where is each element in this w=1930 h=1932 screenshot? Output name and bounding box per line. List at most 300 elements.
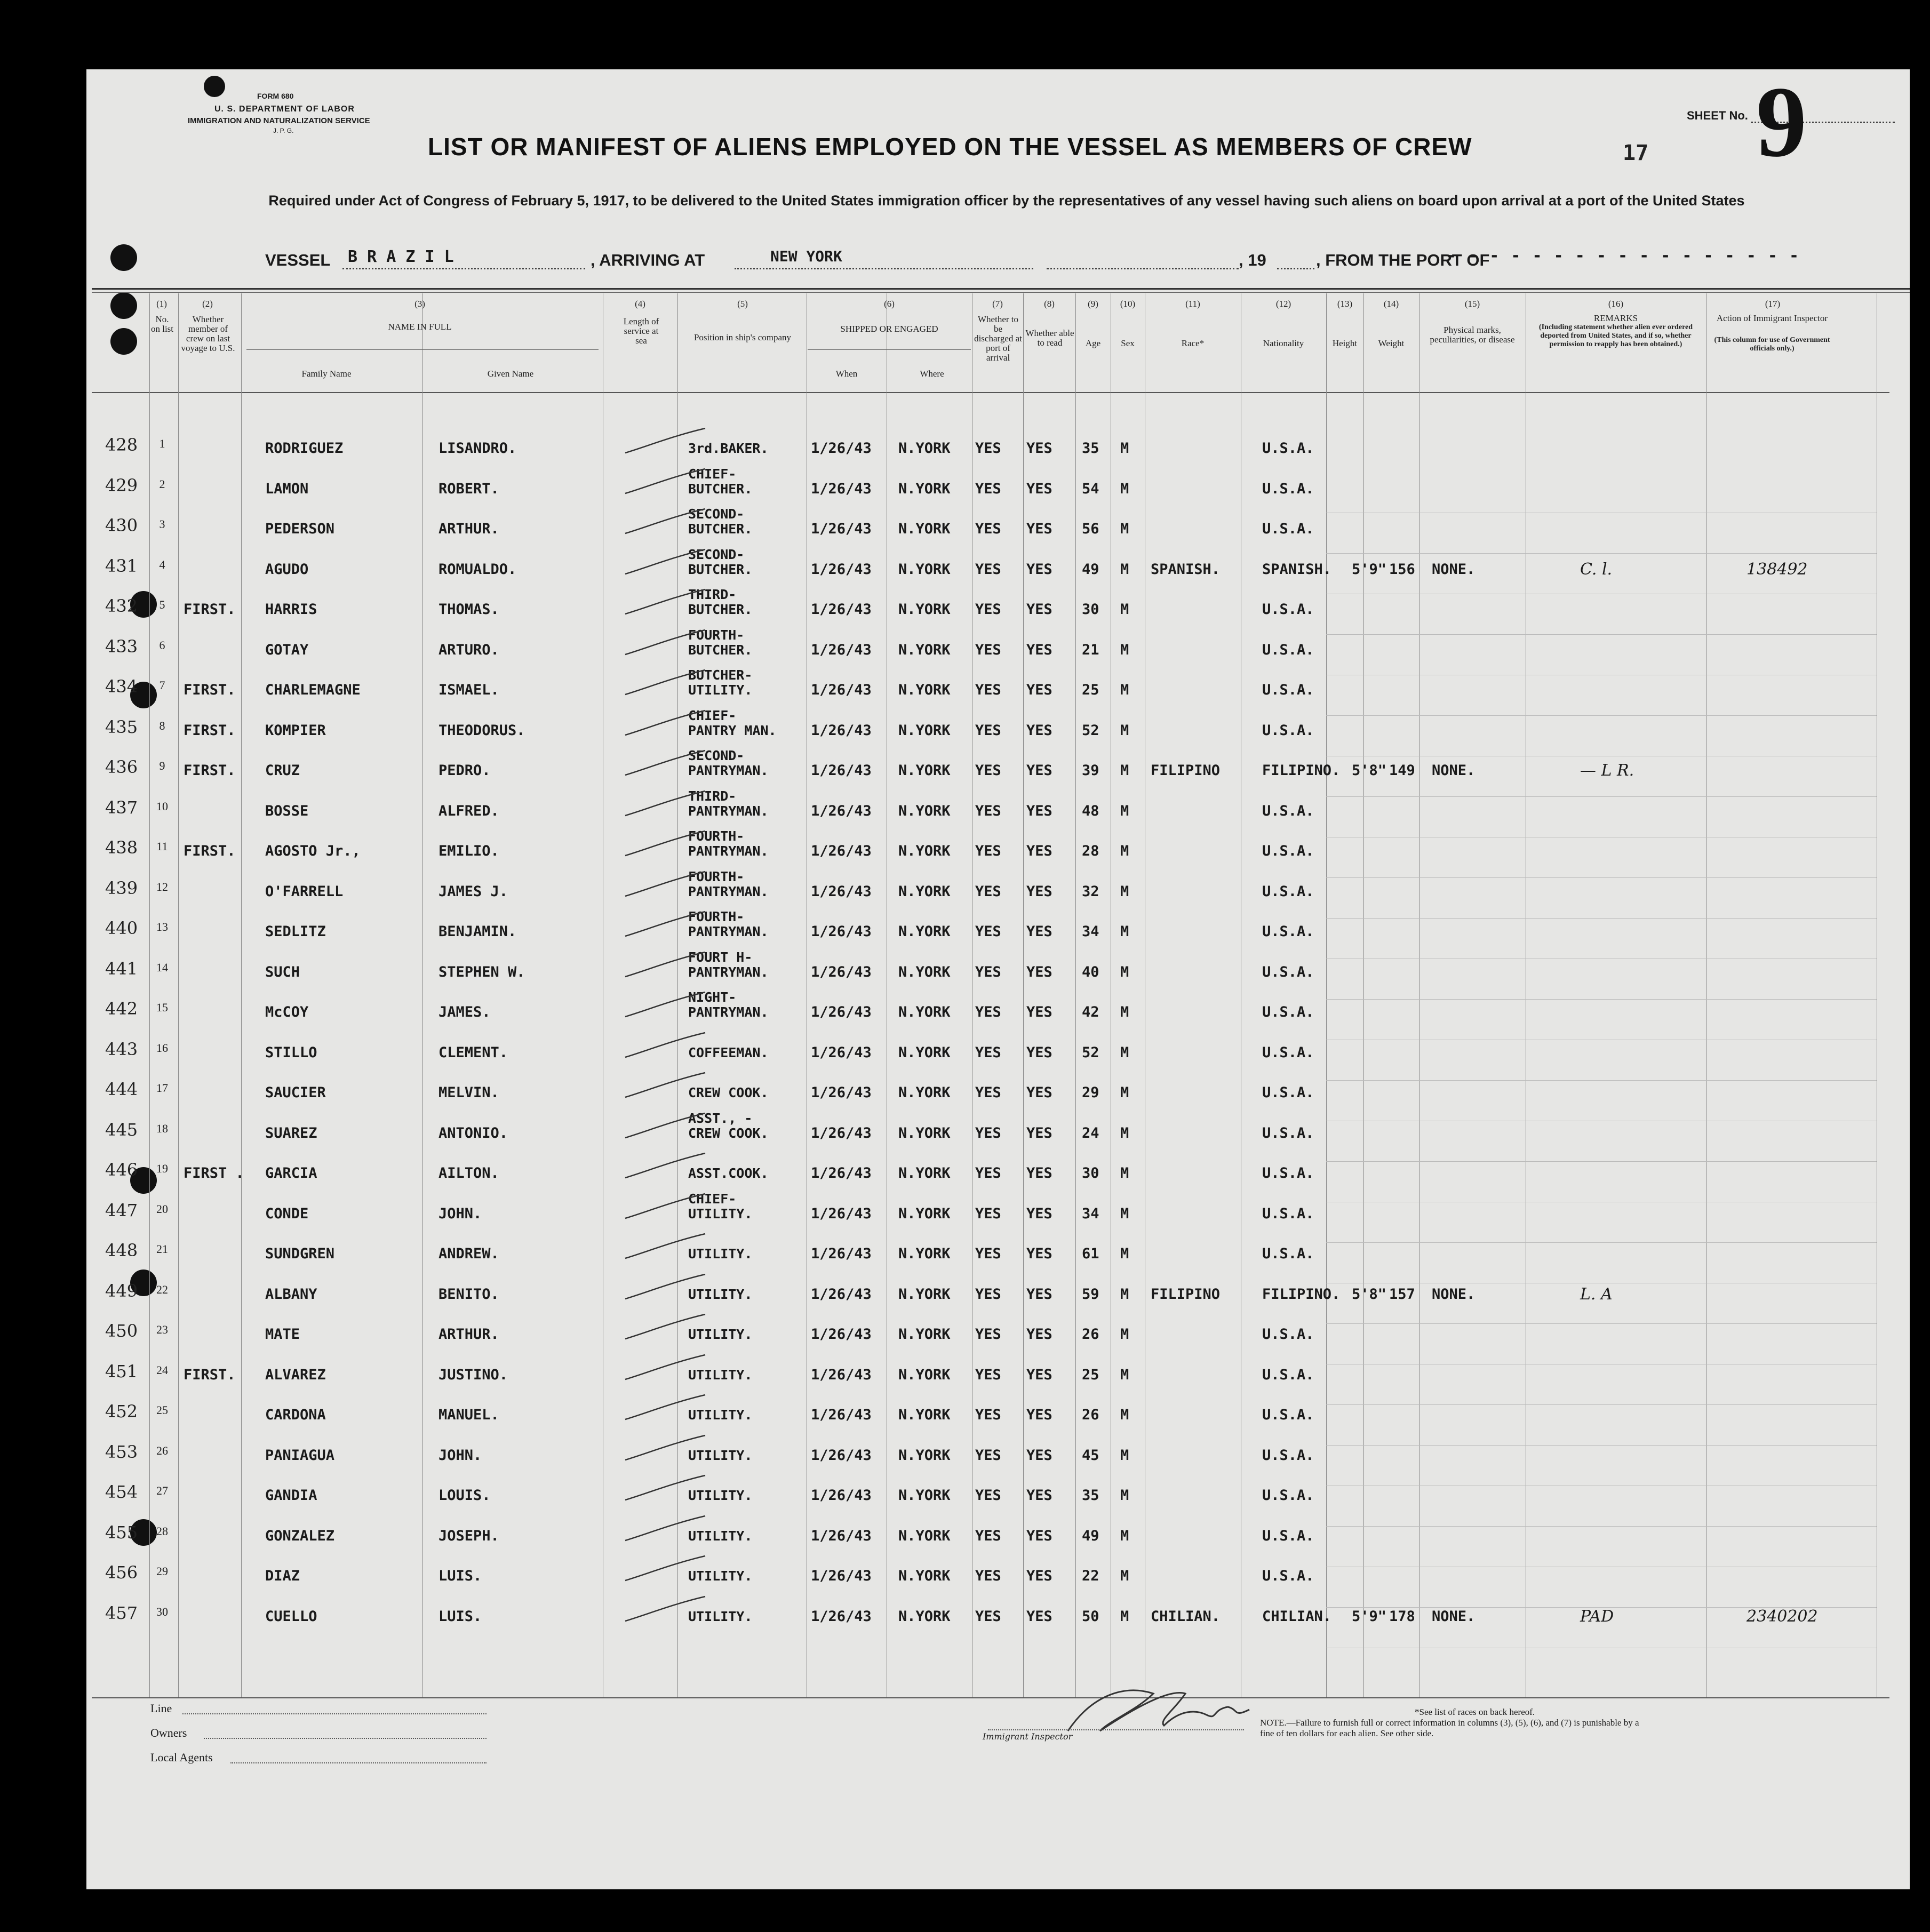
cell-family: SUCH [265,964,300,980]
cell-list: 447 [105,1200,138,1220]
cell-where: N.YORK [898,1367,951,1383]
cell-family: GOTAY [265,642,309,658]
service-check-mark [620,1553,711,1585]
column-rule [1023,293,1024,1697]
jpg-label: J. P. G. [273,127,294,134]
cell-position-line1: THIRD- [688,788,737,804]
cell-nat: U.S.A. [1262,1568,1314,1584]
cell-read: YES [1026,682,1052,698]
page-number: 17 [1623,141,1649,165]
cell-disch: YES [975,642,1001,658]
cell-sex: M [1120,561,1129,578]
cell-family: GANDIA [265,1487,317,1504]
cell-when: 1/26/43 [811,1608,872,1625]
cell-family: McCOY [265,1004,309,1020]
cell-age: 26 [1082,1326,1099,1343]
from-port-label: , FROM THE PORT OF [1316,251,1490,269]
cell-nat: U.S.A. [1262,883,1314,900]
cell-age: 52 [1082,1044,1099,1061]
family-name-header: Family Name [301,369,352,379]
cell-no: 21 [156,1242,168,1256]
cell-nat: U.S.A. [1262,923,1314,940]
cell-read: YES [1026,964,1052,980]
cell-family: O'FARRELL [265,883,344,900]
cell-position-line1: ASST., - [688,1111,753,1126]
cell-age: 24 [1082,1125,1099,1141]
cell-nat: U.S.A. [1262,1326,1314,1343]
cell-no: 29 [156,1564,168,1578]
cell-disch: YES [975,1044,1001,1061]
cell-family: ALBANY [265,1286,317,1303]
cell-when: 1/26/43 [811,1044,872,1061]
service-check-mark [620,627,711,659]
cell-no: 19 [156,1162,168,1175]
cell-read: YES [1026,642,1052,658]
cell-age: 56 [1082,521,1099,537]
service-check-mark [620,1392,711,1424]
cell-sex: M [1120,1286,1129,1303]
cell-disch: YES [975,883,1001,900]
cell-position-line1: CHIEF- [688,466,737,482]
row-rule [1326,553,1877,554]
cell-given: JUSTINO. [438,1367,508,1383]
cell-given: ANDREW. [438,1246,499,1262]
cell-age: 26 [1082,1407,1099,1423]
cell-when: 1/26/43 [811,762,872,779]
cell-when: 1/26/43 [811,923,872,940]
cell-when: 1/26/43 [811,1528,872,1544]
cell-when: 1/26/43 [811,1407,872,1423]
cell-nat: U.S.A. [1262,803,1314,819]
column-rule [1363,293,1364,1697]
cell-read: YES [1026,521,1052,537]
cell-family: CRUZ [265,762,300,779]
cell-family: HARRIS [265,601,317,618]
cell-disch: YES [975,1004,1001,1020]
cell-age: 25 [1082,1367,1099,1383]
cell-disch: YES [975,843,1001,859]
row-rule [1326,715,1877,716]
cell-age: 45 [1082,1447,1099,1464]
cell-sex: M [1120,762,1129,779]
cell-where: N.YORK [898,1447,951,1464]
cell-family: MATE [265,1326,300,1343]
punch-hole [204,76,225,97]
cell-sex: M [1120,1205,1129,1222]
cell-position-line2: PANTRYMAN. [688,964,769,980]
cell-when: 1/26/43 [811,883,872,900]
cell-nat: CHILIAN. [1262,1608,1332,1625]
manifest-sheet [86,66,1910,1889]
cell-family: PEDERSON [265,521,335,537]
cell-nat: U.S.A. [1262,722,1314,739]
cell-sex: M [1120,440,1129,457]
col14-header: Weight [1378,338,1405,348]
cell-where: N.YORK [898,964,951,980]
cell-sex: M [1120,682,1129,698]
service-check-mark [620,989,711,1021]
cell-nat: U.S.A. [1262,1044,1314,1061]
cell-no: 18 [156,1122,168,1135]
cell-where: N.YORK [898,722,951,739]
col5-number: (5) [737,299,748,309]
column-rule [178,293,179,1697]
service-check-mark [620,586,711,618]
service-check-mark [620,1432,711,1464]
cell-nat: U.S.A. [1262,1528,1314,1544]
cell-family: DIAZ [265,1568,300,1584]
cell-disch: YES [975,1528,1001,1544]
row-rule [1326,634,1877,635]
cell-position-line2: BUTCHER. [688,602,753,617]
cell-given: LOUIS. [438,1487,491,1504]
cell-nat: U.S.A. [1262,440,1314,457]
cell-family: BOSSE [265,803,309,819]
cell-nat: U.S.A. [1262,682,1314,698]
cell-disch: YES [975,561,1001,578]
cell-read: YES [1026,1407,1052,1423]
service-check-mark [620,1231,711,1263]
cell-where: N.YORK [898,440,951,457]
cell-disch: YES [975,722,1001,739]
department-label: U. S. DEPARTMENT OF LABOR [214,105,355,114]
footer-owners-label: Owners [150,1726,187,1739]
cell-sex: M [1120,722,1129,739]
service-check-mark [620,1029,711,1061]
cell-sex: M [1120,1165,1129,1181]
cell-family: PANIAGUA [265,1447,335,1464]
cell-position-line1: UTILITY. [688,1609,753,1624]
row-rule [1326,796,1877,797]
row-rule [1326,918,1877,919]
footer-agents-rule [230,1762,487,1763]
cell-when: 1/26/43 [811,1246,872,1262]
cell-remarks: — L R. [1580,761,1634,780]
cell-list: 430 [105,515,138,536]
cell-given: ALFRED. [438,803,499,819]
cell-when: 1/26/43 [811,1084,872,1101]
cell-disch: YES [975,923,1001,940]
cell-position-line2: PANTRYMAN. [688,843,769,859]
cell-list: 429 [105,475,138,496]
cell-given: ARTURO. [438,642,499,658]
row-rule [1326,1161,1877,1162]
signature-rule [988,1729,1244,1730]
cell-position-line1: 3rd.BAKER. [688,441,769,456]
cell-position-line2: CREW COOK. [688,1125,769,1141]
inspector-label: Immigrant Inspector [983,1731,1073,1742]
cell-nat: U.S.A. [1262,843,1314,859]
cell-disch: YES [975,1246,1001,1262]
service-check-mark [620,506,711,538]
cell-disch: YES [975,521,1001,537]
cell-family: LAMON [265,481,309,497]
row-rule [1326,877,1877,878]
service-check-mark [620,747,711,779]
cell-when: 1/26/43 [811,521,872,537]
cell-list: 439 [105,878,138,898]
cell-age: 30 [1082,1165,1099,1181]
cell-age: 54 [1082,481,1099,497]
cell-disch: YES [975,1407,1001,1423]
cell-read: YES [1026,1286,1052,1303]
cell-read: YES [1026,1165,1052,1181]
cell-sex: M [1120,601,1129,618]
cell-age: 50 [1082,1608,1099,1625]
cell-family: CHARLEMAGNE [265,682,361,698]
cell-where: N.YORK [898,1165,951,1181]
cell-height: 5'9" [1352,1608,1387,1625]
col7-number: (7) [992,299,1003,309]
cell-where: N.YORK [898,1044,951,1061]
column-rule [149,293,150,1697]
cell-where: N.YORK [898,1286,951,1303]
cell-weight: 178 [1389,1608,1415,1625]
col2-number: (2) [202,299,213,309]
cell-read: YES [1026,1608,1052,1625]
row-rule [1326,1445,1877,1446]
cell-disch: YES [975,1326,1001,1343]
cell-position-line2: UTILITY. [688,682,753,698]
cell-sex: M [1120,1004,1129,1020]
cell-where: N.YORK [898,481,951,497]
cell-prev: FIRST. [184,601,236,618]
column-rule [422,293,423,1697]
cell-family: CONDE [265,1205,309,1222]
cell-where: N.YORK [898,803,951,819]
cell-when: 1/26/43 [811,682,872,698]
cell-position-line1: UTILITY. [688,1568,753,1584]
cell-nat: U.S.A. [1262,1165,1314,1181]
punch-hole [110,292,137,319]
cell-no: 26 [156,1444,168,1457]
col12-number: (12) [1275,299,1291,309]
cell-weight: 156 [1389,561,1415,578]
cell-no: 1 [159,437,165,450]
cell-sex: M [1120,1608,1129,1625]
cell-age: 49 [1082,1528,1099,1544]
cell-when: 1/26/43 [811,843,872,859]
form-number: FORM 680 [257,92,294,100]
cell-position-line1: UTILITY. [688,1246,753,1262]
cell-position-line1: NIGHT- [688,989,737,1005]
arriving-label: , ARRIVING AT [591,251,705,269]
cell-prev: FIRST. [184,762,236,779]
cell-where: N.YORK [898,843,951,859]
cell-age: 35 [1082,440,1099,457]
cell-given: THOMAS. [438,601,499,618]
cell-where: N.YORK [898,1084,951,1101]
cell-when: 1/26/43 [811,481,872,497]
col17-number: (17) [1765,299,1781,309]
sheet-number: 9 [1756,66,1807,178]
service-check-mark [620,707,711,739]
cell-age: 48 [1082,803,1099,819]
cell-read: YES [1026,1205,1052,1222]
cell-given: BENITO. [438,1286,499,1303]
cell-where: N.YORK [898,1326,951,1343]
cell-position-line1: UTILITY. [688,1488,753,1503]
cell-marks: NONE. [1432,1286,1476,1303]
cell-no: 22 [156,1283,168,1296]
cell-disch: YES [975,440,1001,457]
col8-number: (8) [1044,299,1055,309]
cell-prev: FIRST. [184,1367,236,1383]
cell-when: 1/26/43 [811,803,872,819]
cell-no: 16 [156,1041,168,1055]
cell-action: 2340202 [1746,1607,1818,1626]
cell-when: 1/26/43 [811,440,872,457]
cell-given: ROMUALDO. [438,561,517,578]
cell-disch: YES [975,1367,1001,1383]
cell-read: YES [1026,1004,1052,1020]
cell-list: 441 [105,959,138,979]
cell-position-line1: CREW COOK. [688,1085,769,1100]
cell-list: 450 [105,1321,138,1341]
cell-family: KOMPIER [265,722,326,739]
cell-age: 59 [1082,1286,1099,1303]
cell-given: THEODORUS. [438,722,525,739]
cell-nat: U.S.A. [1262,1487,1314,1504]
col2-header: Whether member of crew on last voyage to U.S. [181,314,235,353]
cell-disch: YES [975,1286,1001,1303]
cell-where: N.YORK [898,1528,951,1544]
cell-read: YES [1026,481,1052,497]
col11-number: (11) [1185,299,1200,309]
col6-number: (6) [884,299,895,309]
cell-given: LUIS. [438,1608,482,1625]
cell-disch: YES [975,803,1001,819]
column-rule [1326,293,1327,1697]
cell-remarks: C. l. [1580,560,1613,579]
cell-when: 1/26/43 [811,1125,872,1141]
cell-given: AILTON. [438,1165,499,1181]
date-dotted-line [1047,268,1239,269]
cell-position-line1: FOURTH- [688,869,745,884]
cell-no: 24 [156,1363,168,1377]
cell-no: 15 [156,1001,168,1014]
cell-list: 457 [105,1603,138,1623]
cell-where: N.YORK [898,1608,951,1625]
cell-position-line1: UTILITY. [688,1327,753,1342]
cell-list: 446 [105,1160,138,1180]
cell-remarks: L. A [1580,1285,1613,1304]
cell-list: 448 [105,1240,138,1260]
cell-list: 451 [105,1361,138,1382]
row-rule [1326,1323,1877,1324]
cell-no: 20 [156,1202,168,1216]
cell-list: 454 [105,1482,138,1502]
cell-list: 434 [105,676,138,697]
cell-disch: YES [975,1125,1001,1141]
service-check-mark [620,1513,711,1545]
vessel-label: VESSEL [265,251,331,269]
cell-nat: U.S.A. [1262,642,1314,658]
cell-where: N.YORK [898,642,951,658]
service-check-mark [620,868,711,900]
cell-where: N.YORK [898,1004,951,1020]
cell-no: 10 [156,800,168,813]
cell-position-line2: PANTRYMAN. [688,924,769,939]
cell-height: 5'8" [1352,1286,1387,1303]
service-check-mark [620,1191,711,1223]
cell-disch: YES [975,1487,1001,1504]
cell-no: 8 [159,719,165,732]
cell-nat: U.S.A. [1262,1004,1314,1020]
cell-race: CHILIAN. [1151,1608,1221,1625]
cell-age: 28 [1082,843,1099,859]
service-check-mark [620,466,711,498]
cell-position-line2: UTILITY. [688,1206,753,1222]
cell-list: 436 [105,757,138,777]
cell-given: JOHN. [438,1447,482,1464]
cell-given: ISMAEL. [438,682,499,698]
service-check-mark [620,1150,711,1182]
cell-list: 438 [105,837,138,858]
cell-family: GONZALEZ [265,1528,335,1544]
cell-where: N.YORK [898,1568,951,1584]
cell-list: 432 [105,596,138,616]
cell-nat: U.S.A. [1262,1407,1314,1423]
col16-subheader: (Including statement whether alien ever ordered deported from United States, and if so, whether permission to reapply has been obtained.) [1538,323,1693,348]
cell-sex: M [1120,1367,1129,1383]
cell-disch: YES [975,1165,1001,1181]
col5-header: Position in ship's company [693,332,792,342]
cell-disch: YES [975,964,1001,980]
service-check-mark [620,1593,711,1625]
cell-nat: U.S.A. [1262,1246,1314,1262]
cell-when: 1/26/43 [811,1326,872,1343]
cell-family: ALVAREZ [265,1367,326,1383]
cell-where: N.YORK [898,561,951,578]
cell-given: MANUEL. [438,1407,499,1423]
cell-where: N.YORK [898,1407,951,1423]
cell-when: 1/26/43 [811,1286,872,1303]
cell-sex: M [1120,642,1129,658]
cell-list: 435 [105,717,138,737]
cell-nat: U.S.A. [1262,481,1314,497]
service-check-mark [620,1069,711,1101]
col3-number: (3) [414,299,425,309]
service-check-mark [620,1271,711,1303]
cell-when: 1/26/43 [811,1004,872,1020]
col12-header: Nationality [1263,338,1304,348]
cell-position-line1: FOURT H- [688,949,753,965]
table-top-rule [92,292,1910,293]
cell-sex: M [1120,1326,1129,1343]
cell-nat: U.S.A. [1262,1447,1314,1464]
cell-nat: U.S.A. [1262,601,1314,618]
cell-position-line2: PANTRYMAN. [688,1004,769,1020]
cell-when: 1/26/43 [811,964,872,980]
cell-position-line2: BUTCHER. [688,562,753,577]
cell-list: 437 [105,797,138,818]
cell-where: N.YORK [898,762,951,779]
cell-list: 453 [105,1442,138,1462]
cell-position-line2: PANTRYMAN. [688,803,769,819]
penalty-note: NOTE.—Failure to furnish full or correct information in columns (3), (5), (6), and (7) is punishable by a fine of ten dollars for each alien. See other side. [1260,1718,1639,1738]
cell-age: 32 [1082,883,1099,900]
cell-disch: YES [975,1447,1001,1464]
where-header: Where [920,369,944,379]
cell-position-line2: PANTRYMAN. [688,763,769,778]
cell-given: BENJAMIN. [438,923,517,940]
service-check-mark [620,1311,711,1343]
cell-sex: M [1120,1044,1129,1061]
cell-given: ARTHUR. [438,521,499,537]
cell-sex: M [1120,481,1129,497]
header-bottom-rule [92,392,1889,393]
